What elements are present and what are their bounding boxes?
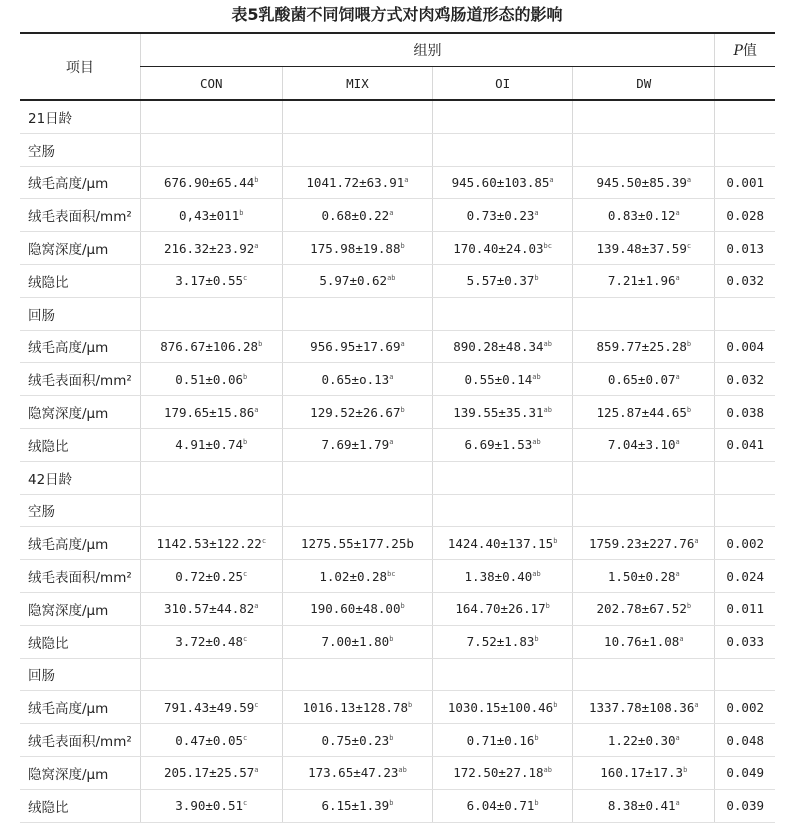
significance-letter: a [675,208,680,217]
header-group-con: CON [140,67,282,101]
p-value-cell: 0.032 [715,264,775,297]
value-cell [433,527,573,560]
value-cell [573,264,715,297]
cell-value: 859.77±25.28 [596,338,687,354]
data-table [20,32,775,823]
significance-letter: b [258,339,263,348]
value-cell [140,691,282,724]
cell-value: 791.43±49.59 [163,699,255,715]
cell-value: 129.52±26.67 [310,404,401,420]
table-row [20,166,775,199]
value-cell [282,658,432,691]
value-cell [282,724,432,757]
value-cell [573,724,715,757]
cell-value: 172.50±27.18 [453,765,544,781]
value-cell [282,297,432,330]
row-label: 绒毛表面积/mm² [20,363,140,396]
cell-value: 1142.53±122.22 [156,535,262,551]
header-p-suffix: 值 [742,43,757,59]
p-value-cell: 0.011 [715,592,775,625]
table-row [20,658,775,691]
significance-letter: b [389,733,394,742]
value-cell [573,297,715,330]
significance-letter: a [254,405,259,414]
cell-value: 7.04±3.10 [607,437,676,453]
p-value-cell [715,461,775,494]
significance-letter: b [683,766,688,775]
value-cell [282,232,432,265]
value-cell [433,297,573,330]
value-cell [433,625,573,658]
p-value-cell: 0.033 [715,625,775,658]
value-cell [140,100,282,133]
value-cell [573,625,715,658]
significance-letter: a [389,372,394,381]
value-cell [433,166,573,199]
row-label: 21日龄 [20,100,140,133]
table-title: 表5乳酸菌不同饲喂方式对肉鸡肠道形态的影响 [231,5,563,24]
cell-value: 6.69±1.53 [464,437,533,453]
row-label: 42日龄 [20,461,140,494]
value-cell [282,330,432,363]
cell-value: 7.21±1.96 [607,273,676,289]
value-cell [573,658,715,691]
p-value-cell: 0.024 [715,560,775,593]
table-row [20,396,775,429]
significance-letter: a [404,175,409,184]
value-cell [573,100,715,133]
p-value-cell: 0.001 [715,166,775,199]
significance-letter: a [254,766,259,775]
cell-value: 160.17±17.3 [600,765,684,781]
significance-letter: a [686,175,692,184]
significance-letter: a [534,208,539,217]
cell-value: 0.75±0.23 [321,732,390,748]
value-cell [573,461,715,494]
value-cell [573,363,715,396]
cell-value: 1275.55±177.25b [300,535,414,551]
value-cell [282,461,432,494]
value-cell [140,297,282,330]
significance-letter: c [243,274,248,283]
row-label: 绒隐比 [20,625,140,658]
value-cell [140,363,282,396]
cell-value: 173.65±47.23 [308,765,399,781]
cell-value: 945.60±103.85 [451,174,550,190]
p-value-cell: 0.004 [715,330,775,363]
value-cell [140,789,282,822]
cell-value: 3.90±0.51 [175,798,243,814]
cell-value: 1041.72±63.91 [306,174,405,190]
p-value-cell: 0.028 [715,199,775,232]
header-group-oi: OI [433,67,573,101]
value-cell [282,199,432,232]
cell-value: 7.69±1.79 [321,437,390,453]
value-cell [140,199,282,232]
value-cell [433,724,573,757]
value-cell [282,428,432,461]
significance-letter: a [675,372,680,381]
cell-value: 1.02±0.28 [319,568,388,584]
significance-letter: ab [398,766,407,775]
cell-value: 125.87±44.65 [596,404,687,420]
value-cell [573,396,715,429]
value-cell [140,756,282,789]
value-cell [282,756,432,789]
significance-letter: b [389,798,394,807]
cell-value: 956.95±17.69 [310,338,401,354]
significance-letter: a [675,438,680,447]
value-cell [433,199,573,232]
table-row [20,756,775,789]
cell-value: 0.68±0.22 [321,207,390,223]
row-label: 隐窝深度/μm [20,232,140,265]
value-cell [573,133,715,166]
cell-value: 6.04±0.71 [466,798,535,814]
value-cell [140,428,282,461]
cell-value: 945.50±85.39 [596,174,687,190]
value-cell [433,658,573,691]
significance-letter: a [389,208,394,217]
significance-letter: c [243,798,248,807]
value-cell [282,363,432,396]
row-label: 隐窝深度/μm [20,592,140,625]
p-value-cell [715,133,775,166]
p-value-cell [715,297,775,330]
significance-letter: b [686,339,692,348]
value-cell [282,494,432,527]
significance-letter: ab [532,438,541,447]
significance-letter: b [545,602,550,611]
row-label: 绒毛高度/μm [20,330,140,363]
row-label: 空肠 [20,133,140,166]
header-p-letter: P [733,43,743,59]
significance-letter: a [254,602,259,611]
value-cell [140,625,282,658]
header-p-value [715,33,775,67]
value-cell [573,330,715,363]
significance-letter: b [408,700,413,709]
value-cell [573,592,715,625]
cell-value: 0.73±0.23 [466,207,535,223]
value-cell [140,724,282,757]
row-label: 隐窝深度/μm [20,756,140,789]
cell-value: 0.72±0.25 [175,568,243,584]
cell-value: 0.55±0.14 [464,371,533,387]
header-p-blank [715,67,775,101]
cell-value: 216.32±23.92 [163,240,255,256]
header-group: 组别 [140,33,715,67]
p-value-cell: 0.002 [715,691,775,724]
cell-value: 1030.15±100.46 [447,699,554,715]
value-cell [433,560,573,593]
table-row [20,789,775,822]
p-value-cell: 0.048 [715,724,775,757]
significance-letter: ab [387,274,396,283]
significance-letter: a [400,339,405,348]
value-cell [573,527,715,560]
value-cell [433,691,573,724]
value-cell [433,494,573,527]
table-row [20,461,775,494]
cell-value: 5.57±0.37 [466,273,535,289]
cell-value: 3.72±0.48 [175,634,243,650]
significance-letter: ab [543,405,552,414]
table-row [20,297,775,330]
value-cell [433,461,573,494]
significance-letter: ab [532,372,541,381]
cell-value: 190.60±48.00 [310,601,401,617]
p-value-cell: 0.041 [715,428,775,461]
cell-value: 8.38±0.41 [607,798,676,814]
cell-value: 10.76±1.08 [604,634,680,650]
cell-value: 890.28±48.34 [453,338,544,354]
significance-letter: a [679,634,684,643]
significance-letter: a [694,536,699,545]
cell-value: 1759.23±227.76 [589,535,695,551]
cell-value: 0.83±0.12 [607,207,676,223]
significance-letter: b [553,536,558,545]
cell-value: 202.78±67.52 [596,601,687,617]
value-cell [573,428,715,461]
value-cell [282,264,432,297]
significance-letter: b [389,634,394,643]
value-cell [282,100,432,133]
value-cell [573,560,715,593]
significance-letter: a [254,241,259,250]
value-cell [433,396,573,429]
significance-letter: a [694,700,699,709]
row-label: 绒隐比 [20,428,140,461]
cell-value: 7.52±1.83 [466,634,535,650]
row-label: 绒隐比 [20,264,140,297]
value-cell [573,199,715,232]
cell-value: 0.65±0.07 [607,371,676,387]
value-cell [433,133,573,166]
value-cell [282,166,432,199]
significance-letter: c [243,634,248,643]
header-item: 项目 [20,33,140,100]
value-cell [282,625,432,658]
value-cell [433,363,573,396]
table-row [20,232,775,265]
table-row [20,592,775,625]
table-row [20,363,775,396]
significance-letter: b [534,634,539,643]
significance-letter: a [675,798,680,807]
value-cell [573,232,715,265]
value-cell [140,166,282,199]
p-value-cell: 0.032 [715,363,775,396]
row-label: 绒毛表面积/mm² [20,560,140,593]
significance-letter: a [675,733,680,742]
significance-letter: b [534,798,539,807]
significance-letter: b [686,602,692,611]
value-cell [573,166,715,199]
value-cell [140,396,282,429]
significance-letter: a [549,175,554,184]
value-cell [140,527,282,560]
significance-letter: c [686,241,692,250]
cell-value: 170.40±24.03 [453,240,544,256]
significance-letter: b [243,372,248,381]
cell-value: 6.15±1.39 [321,798,390,814]
p-value-cell: 0.013 [715,232,775,265]
value-cell [433,232,573,265]
value-cell [433,264,573,297]
value-cell [433,592,573,625]
cell-value: 1.38±0.40 [464,568,533,584]
significance-letter: c [254,700,259,709]
significance-letter: c [243,569,248,578]
value-cell [140,461,282,494]
row-label: 绒毛高度/μm [20,691,140,724]
significance-letter: ab [532,569,541,578]
value-cell [282,527,432,560]
cell-value: 175.98±19.88 [310,240,401,256]
row-label: 回肠 [20,297,140,330]
value-cell [140,264,282,297]
significance-letter: b [400,405,405,414]
significance-letter: a [675,274,680,283]
value-cell [140,133,282,166]
value-cell [282,789,432,822]
value-cell [573,789,715,822]
cell-value: 0,43±011 [179,207,240,223]
value-cell [282,560,432,593]
table-row [20,691,775,724]
significance-letter: a [389,438,394,447]
significance-letter: c [243,733,248,742]
header-group-mix: MIX [282,67,432,101]
table-row [20,264,775,297]
significance-letter: b [534,274,539,283]
cell-value: 179.65±15.86 [163,404,255,420]
cell-value: 5.97±0.62 [319,273,388,289]
value-cell [282,133,432,166]
cell-value: 1337.78±108.36 [589,699,695,715]
table-row [20,625,775,658]
p-value-cell [715,658,775,691]
significance-letter: b [400,241,405,250]
cell-value: 0.47±0.05 [175,732,243,748]
significance-letter: b [254,175,259,184]
significance-letter: b [686,405,692,414]
cell-value: 1016.13±128.78 [302,699,408,715]
significance-letter: b [553,700,558,709]
significance-letter: bc [387,569,396,578]
p-value-cell: 0.039 [715,789,775,822]
row-label: 绒毛表面积/mm² [20,724,140,757]
p-value-cell: 0.049 [715,756,775,789]
cell-value: 139.48±37.59 [596,240,687,256]
value-cell [573,691,715,724]
table-row [20,724,775,757]
cell-value: 7.00±1.80 [321,634,390,650]
table-row [20,100,775,133]
cell-value: 0.65±o.13 [321,371,390,387]
value-cell [140,232,282,265]
table-row [20,527,775,560]
value-cell [140,330,282,363]
value-cell [282,592,432,625]
significance-letter: c [261,536,267,545]
value-cell [433,789,573,822]
cell-value: 139.55±35.31 [453,404,544,420]
value-cell [140,560,282,593]
value-cell [433,756,573,789]
cell-value: 1.50±0.28 [607,568,676,584]
value-cell [282,396,432,429]
row-label: 绒毛表面积/mm² [20,199,140,232]
table-row [20,560,775,593]
value-cell [140,494,282,527]
cell-value: 676.90±65.44 [163,174,255,190]
cell-value: 310.57±44.82 [163,601,255,617]
cell-value: 0.71±0.16 [466,732,535,748]
cell-value: 876.67±106.28 [160,338,259,354]
significance-letter: bc [543,241,552,250]
value-cell [573,494,715,527]
significance-letter: b [534,733,539,742]
table-row [20,494,775,527]
table-row [20,199,775,232]
row-label: 绒毛高度/μm [20,166,140,199]
cell-value: 1424.40±137.15 [447,535,554,551]
table-row [20,133,775,166]
table-row [20,428,775,461]
value-cell [433,100,573,133]
significance-letter: b [243,438,248,447]
value-cell [140,658,282,691]
value-cell [573,756,715,789]
row-label: 绒隐比 [20,789,140,822]
cell-value: 0.51±0.06 [175,371,243,387]
header-group-dw: DW [573,67,715,101]
cell-value: 164.70±26.17 [455,601,546,617]
cell-value: 205.17±25.57 [163,765,255,781]
cell-value: 4.91±0.74 [175,437,243,453]
p-value-cell: 0.002 [715,527,775,560]
significance-letter: b [239,208,244,217]
value-cell [433,428,573,461]
value-cell [140,592,282,625]
p-value-cell [715,100,775,133]
cell-value: 3.17±0.55 [175,273,243,289]
p-value-cell: 0.038 [715,396,775,429]
significance-letter: b [400,602,405,611]
value-cell [433,330,573,363]
p-value-cell [715,494,775,527]
row-label: 回肠 [20,658,140,691]
row-label: 隐窝深度/μm [20,396,140,429]
significance-letter: ab [543,766,552,775]
row-label: 空肠 [20,494,140,527]
significance-letter: a [675,569,680,578]
table-row [20,330,775,363]
row-label: 绒毛高度/μm [20,527,140,560]
value-cell [282,691,432,724]
cell-value: 1.22±0.30 [607,732,676,748]
significance-letter: ab [543,339,552,348]
